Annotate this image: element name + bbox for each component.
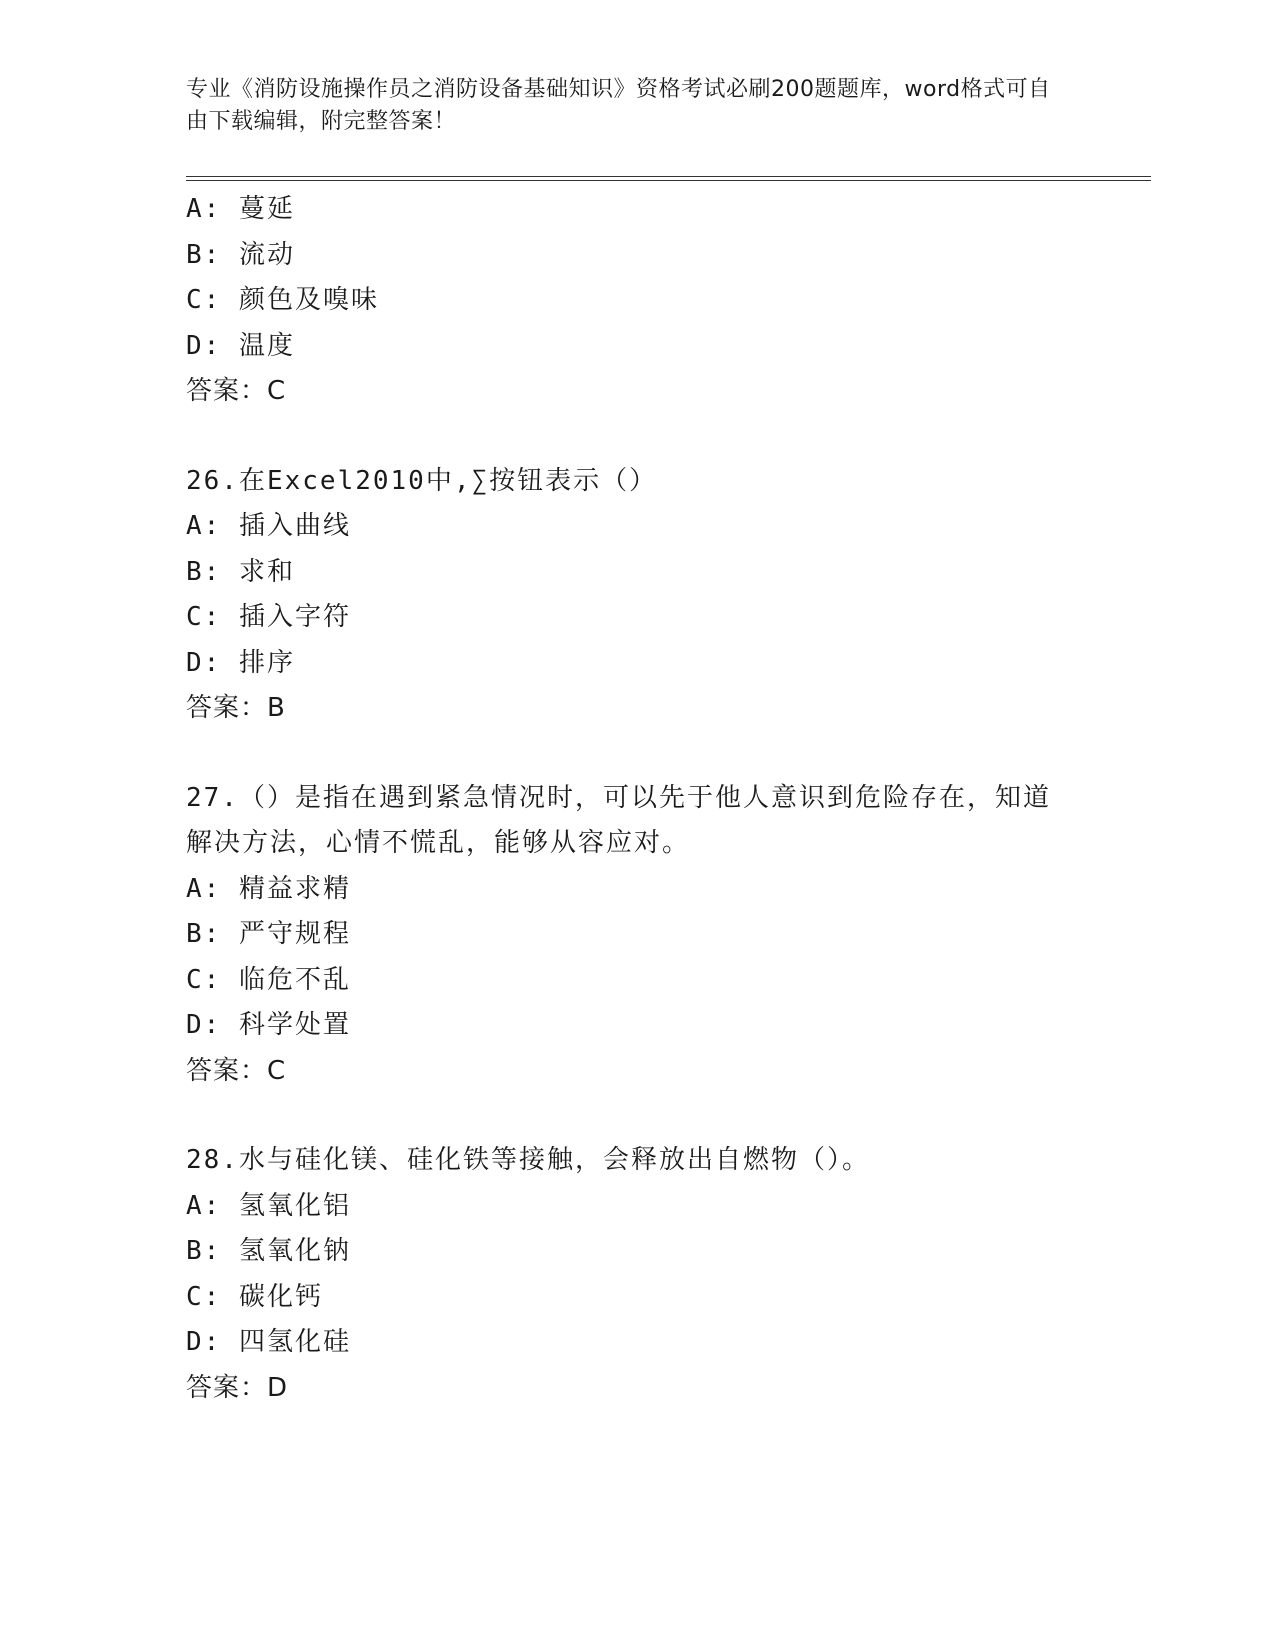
question-27 xyxy=(186,776,1116,1095)
document-header: 专业《消防设施操作员之消防设备基础知识》资格考试必刷200题题库，word格式可自由下载编辑，附完整答案！ xyxy=(186,77,1051,134)
option-c: C: 插入字符 xyxy=(186,602,351,632)
question-list xyxy=(186,187,1116,1411)
answer-line: 答案：C xyxy=(186,376,287,406)
option-b: B: 氢氧化钠 xyxy=(186,1236,351,1266)
option-b: B: 严守规程 xyxy=(186,919,351,949)
option-b: B: 流动 xyxy=(186,239,295,270)
header-divider xyxy=(186,176,1151,181)
option-c: C: 临危不乱 xyxy=(186,964,351,995)
question-stem: 27.（）是指在遇到紧急情况时，可以先于他人意识到危险存在，知道解决方法，心情不慌乱，能够从容应对。 xyxy=(186,782,1051,858)
option-a: A: 插入曲线 xyxy=(186,511,351,541)
option-d: D: 科学处置 xyxy=(186,1010,351,1040)
option-b: B: 求和 xyxy=(186,556,295,587)
spacer xyxy=(186,732,1116,776)
option-a: A: 氢氧化铝 xyxy=(186,1190,351,1221)
question-stem: 26.在Excel2010中,∑按钮表示（） xyxy=(186,465,658,496)
question-stem: 28.水与硅化镁、硅化铁等接触，会释放出自燃物（）。 xyxy=(186,1145,870,1175)
question-26 xyxy=(186,459,1116,732)
spacer xyxy=(186,1094,1116,1138)
option-d: D: 排序 xyxy=(186,647,295,678)
option-c: C: 碳化钙 xyxy=(186,1281,323,1312)
question-25-continued xyxy=(186,187,1116,415)
option-c: C: 颜色及嗅味 xyxy=(186,285,379,315)
answer-line: 答案：C xyxy=(186,1055,287,1086)
option-d: D: 温度 xyxy=(186,330,295,361)
answer-line: 答案：D xyxy=(186,1372,289,1403)
spacer xyxy=(186,415,1116,459)
option-a: A: 蔓延 xyxy=(186,194,295,224)
question-28 xyxy=(186,1138,1116,1411)
answer-line: 答案：B xyxy=(186,693,286,723)
option-a: A: 精益求精 xyxy=(186,873,351,904)
option-d: D: 四氢化硅 xyxy=(186,1327,351,1357)
